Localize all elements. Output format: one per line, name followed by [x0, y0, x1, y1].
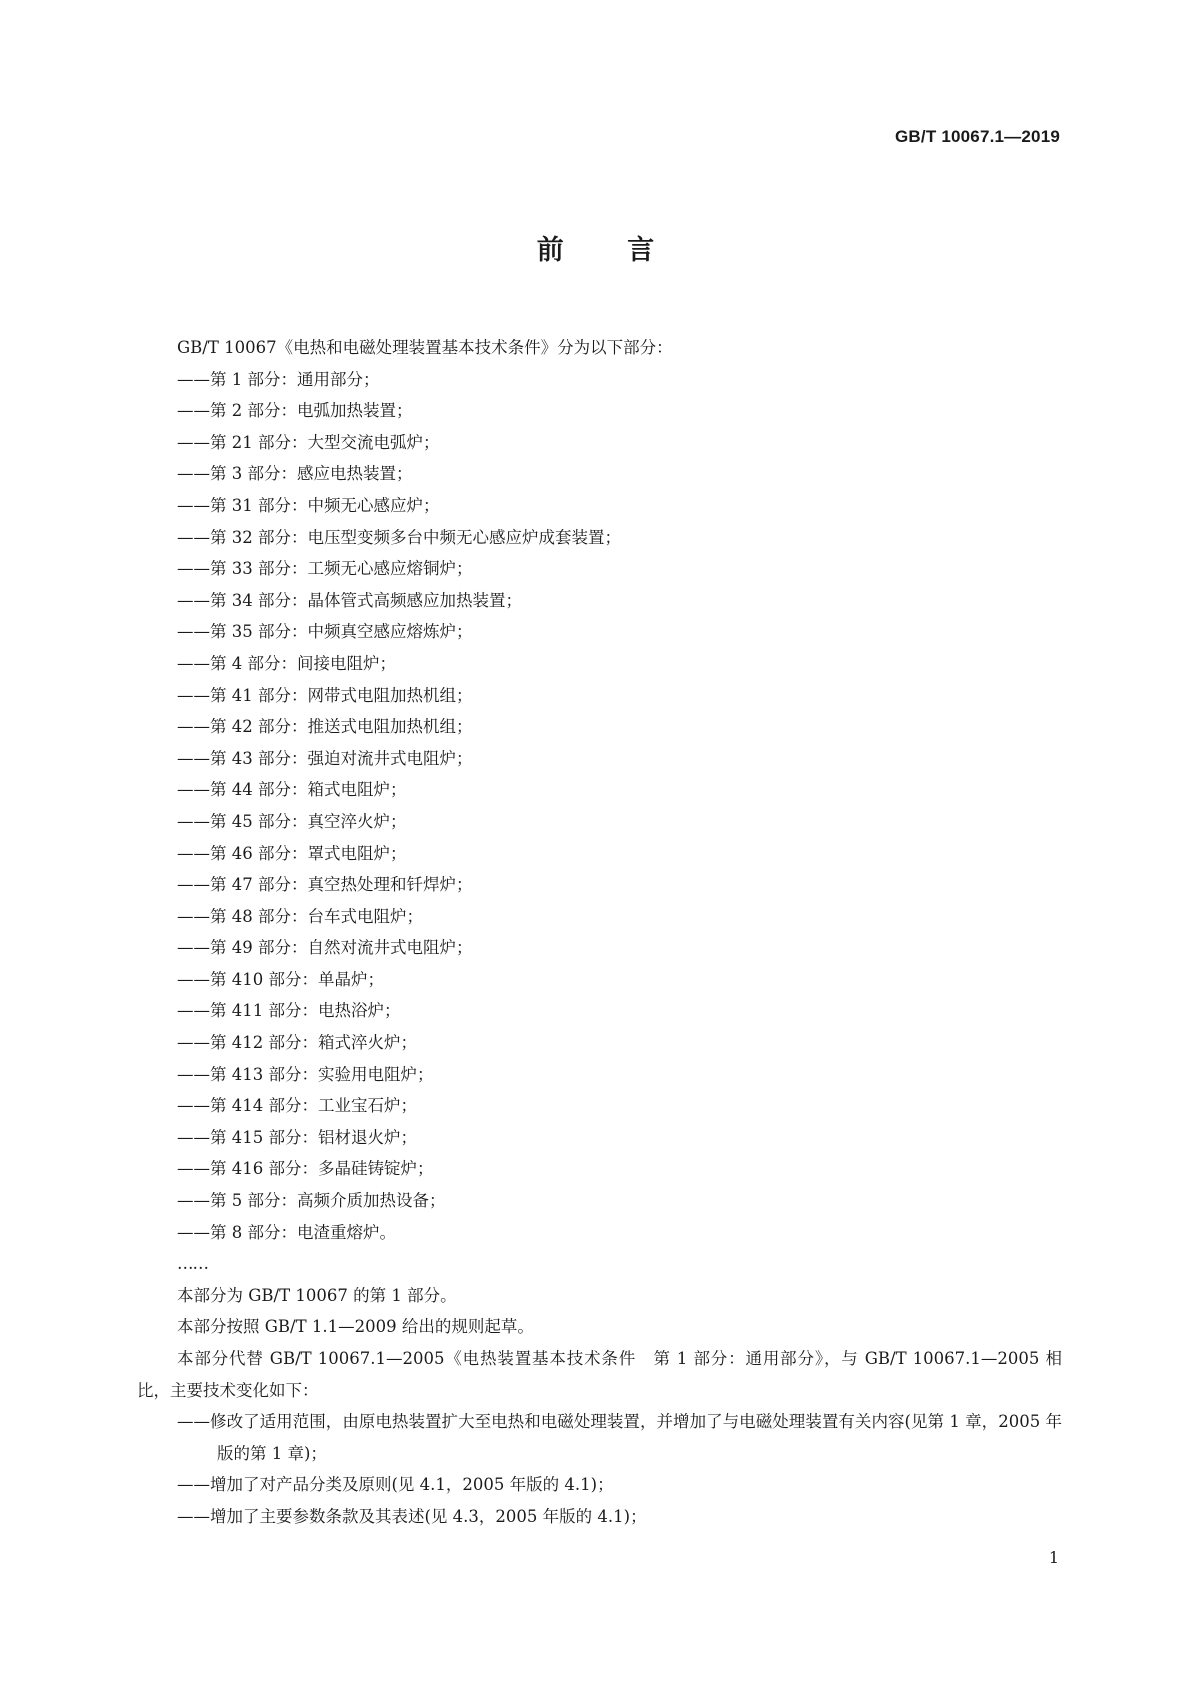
document-body: [137, 332, 1062, 1533]
list-item: ——第 31 部分：中频无心感应炉；: [177, 495, 440, 515]
list-item: ——第 44 部分：箱式电阻炉；: [177, 780, 407, 800]
list-item: ——第 43 部分：强迫对流井式电阻炉；: [177, 748, 473, 768]
list-item: ——第 411 部分：电热浴炉；: [177, 1001, 401, 1021]
list-item: ——第 2 部分：电弧加热装置；: [177, 401, 413, 421]
drafting-rules-statement: 本部分按照 GB/T 1.1—2009 给出的规则起草。: [177, 1317, 534, 1337]
list-item: ——第 35 部分：中频真空感应熔炼炉；: [177, 622, 473, 642]
replacement-paragraph: 本部分代替 GB/T 10067.1—2005《电热装置基本技术条件 第 1 部分：通用部分》，与 GB/T 10067.1—2005 相比，主要技术变化如下：: [137, 1349, 1062, 1400]
list-item: ——第 34 部分：晶体管式高频感应加热装置；: [177, 590, 522, 610]
list-item: ——第 32 部分：电压型变频多台中频无心感应炉成套装置；: [177, 527, 621, 547]
list-item: ——第 49 部分：自然对流井式电阻炉；: [177, 938, 473, 958]
list-item: ——第 416 部分：多晶硅铸锭炉；: [177, 1159, 434, 1179]
list-item: ——第 1 部分：通用部分；: [177, 369, 380, 389]
standard-number: GB/T 10067.1—2019: [895, 127, 1060, 146]
list-item: ——第 46 部分：罩式电阻炉；: [177, 843, 407, 863]
change-item: ——增加了对产品分类及原则(见 4.1，2005 年版的 4.1)；: [177, 1475, 614, 1495]
list-item: ——第 414 部分：工业宝石炉；: [177, 1096, 417, 1116]
list-item: ——第 5 部分：高频介质加热设备；: [177, 1191, 446, 1211]
list-item: ——第 4 部分：间接电阻炉；: [177, 653, 396, 673]
page-title: 前 言: [536, 235, 655, 266]
list-item: ——第 41 部分：网带式电阻加热机组；: [177, 685, 473, 705]
list-item: ——第 415 部分：铝材退火炉；: [177, 1127, 417, 1147]
intro-paragraph: GB/T 10067《电热和电磁处理装置基本技术条件》分为以下部分：: [177, 338, 673, 357]
list-item: ——第 413 部分：实验用电阻炉；: [177, 1064, 434, 1084]
list-item: ——第 48 部分：台车式电阻炉；: [177, 906, 423, 926]
list-item: ——第 21 部分：大型交流电弧炉；: [177, 432, 440, 452]
part-statement: 本部分为 GB/T 10067 的第 1 部分。: [177, 1285, 457, 1305]
list-item: ——第 412 部分：箱式淬火炉；: [177, 1033, 417, 1053]
change-item: ——增加了主要参数条款及其表述(见 4.3，2005 年版的 4.1)；: [177, 1506, 647, 1526]
page-number: 1: [1048, 1548, 1059, 1567]
change-item: ——修改了适用范围，由原电热装置扩大至电热和电磁处理装置，并增加了与电磁处理装置有关内容(见第 1 章，2005 年版的第 1 章)；: [177, 1412, 1062, 1463]
list-item: ——第 47 部分：真空热处理和钎焊炉；: [177, 875, 473, 895]
list-item: ——第 410 部分：单晶炉；: [177, 969, 384, 989]
list-item: ——第 45 部分：真空淬火炉；: [177, 811, 407, 831]
list-item: ——第 3 部分：感应电热装置；: [177, 464, 413, 484]
list-item: ——第 8 部分：电渣重熔炉。: [177, 1222, 396, 1242]
ellipsis: ……: [177, 1254, 208, 1274]
list-item: ——第 42 部分：推送式电阻加热机组；: [177, 717, 473, 737]
list-item: ——第 33 部分：工频无心感应熔铜炉；: [177, 559, 473, 579]
